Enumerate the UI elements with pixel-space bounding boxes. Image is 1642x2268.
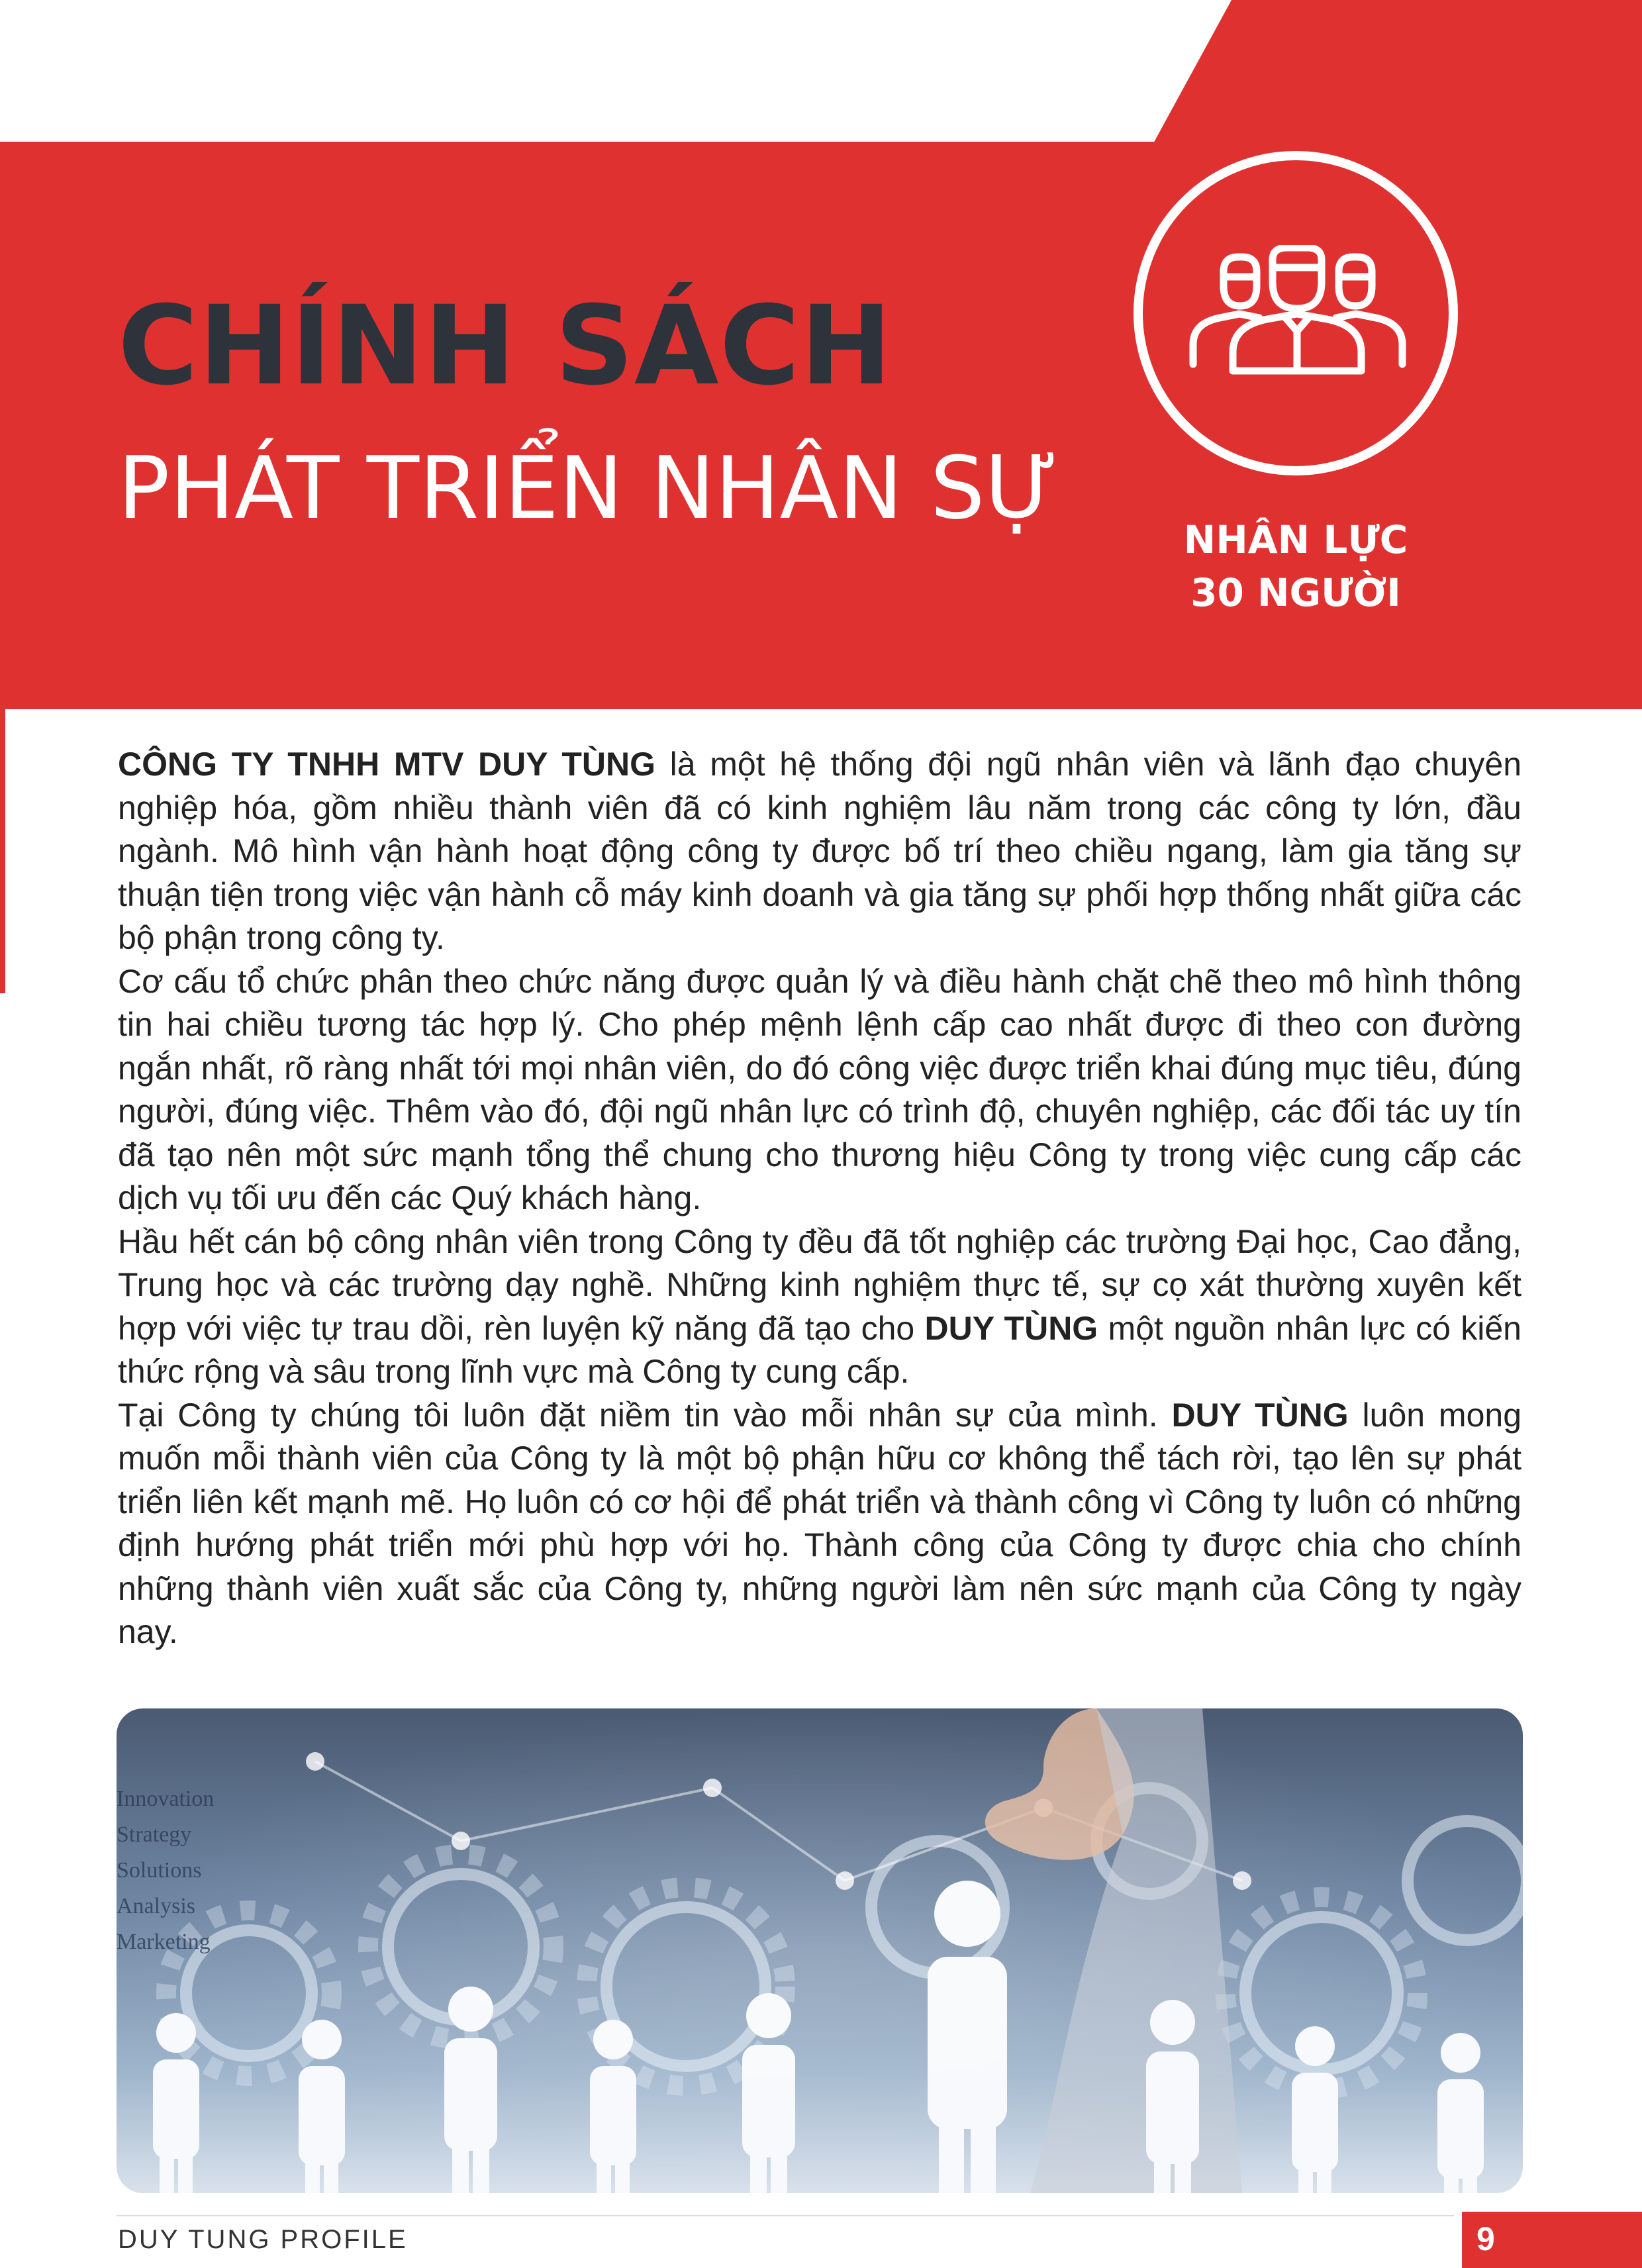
company-name: CÔNG TY TNHH MTV DUY TÙNG	[118, 746, 656, 783]
brand-name: DUY TÙNG	[1171, 1396, 1349, 1434]
hr-network-photo	[117, 1708, 1523, 2193]
footer-divider	[117, 2215, 1454, 2216]
page-number: 9	[1476, 2220, 1495, 2257]
corner-decoration	[0, 0, 1642, 146]
brand-name: DUY TÙNG	[924, 1309, 1098, 1347]
photo-word: Analysis	[117, 1894, 195, 1918]
paragraph-4: Tại Công ty chúng tôi luôn đặt niềm tin vào mỗi nhân sự của mình. DUY TÙNG luôn mong muốn mỗi thành viên của Công ty là một bộ phận hữu cơ không thể tách rời, tạo lên sự phát triển liên kết mạnh mẽ. Họ luôn có cơ hội để phát triển và thành công vì Công ty luôn có những định hướng phát triển mới phù hợp với họ. Thành công của Công ty được chia cho chính những thành viên xuất sắc của Công ty, những người làm nên sức mạnh của Công ty ngày nay.	[118, 1396, 1522, 1650]
paragraph-1: CÔNG TY TNHH MTV DUY TÙNG là một hệ thống đội ngũ nhân viên và lãnh đạo chuyên nghiệp hóa, gồm nhiều thành viên đã có kinh nghiệm lâu năm trong các công ty lớn, đầu ngành. Mô hình vận hành hoạt động công ty được bố trí theo chiều ngang, làm gia tăng sự thuận tiện trong việc vận hành cỗ máy kinh doanh và gia tăng sự phối hợp thống nhất giữa các bộ phận trong công ty.	[118, 746, 1522, 956]
team-people-icon	[1185, 245, 1410, 377]
paragraph-3: Hầu hết cán bộ công nhân viên trong Công ty đều đã tốt nghiệp các trường Đại học, Cao đẳng, Trung học và các trường dạy nghề. Những kinh nghiệm thực tế, sự cọ xát thường xuyên kết hợp với việc tự trau dồi, rèn luyện kỹ năng đã tạo cho DUY TÙNG một nguồn nhân lực có kiến thức rộng và sâu trong lĩnh vực mà Công ty cung cấp.	[118, 1222, 1521, 1390]
footer-label: DUY TUNG PROFILE	[118, 2225, 408, 2254]
page-title: CHÍNH SÁCH	[118, 282, 893, 409]
photo-word: Innovation	[117, 1787, 215, 1811]
photo-illustration	[117, 1708, 1523, 2193]
left-accent-stripe	[0, 702, 5, 993]
photo-word: Strategy	[117, 1822, 192, 1847]
page-subtitle: PHÁT TRIỂN NHÂN SỰ	[118, 438, 1059, 538]
paragraph-2: Cơ cấu tổ chức phân theo chức năng được quản lý và điều hành chặt chẽ theo mô hình thông tin hai chiều tương tác hợp lý. Cho phép mệnh lệnh cấp cao nhất được đi theo con đường ngắn nhất, rõ ràng nhất tới mọi nhân viên, do đó công việc được triển khai đúng mục tiêu, đúng người, đúng việc. Thêm vào đó, đội ngũ nhân lực có trình độ, chuyên nghiệp, các đối tác uy tín đã tạo nên một sức mạnh tổng thể chung cho thương hiệu Công ty trong việc cung cấp các dịch vụ tối ưu đến các Quý khách hàng.	[118, 962, 1521, 1216]
photo-word: Marketing	[117, 1930, 211, 1954]
body-text	[118, 743, 1521, 1654]
photo-word: Solutions	[117, 1858, 202, 1883]
badge-label-line2: 30 NGƯỜI	[1190, 570, 1401, 615]
badge-label-line1: NHÂN LỰC	[1183, 517, 1408, 562]
